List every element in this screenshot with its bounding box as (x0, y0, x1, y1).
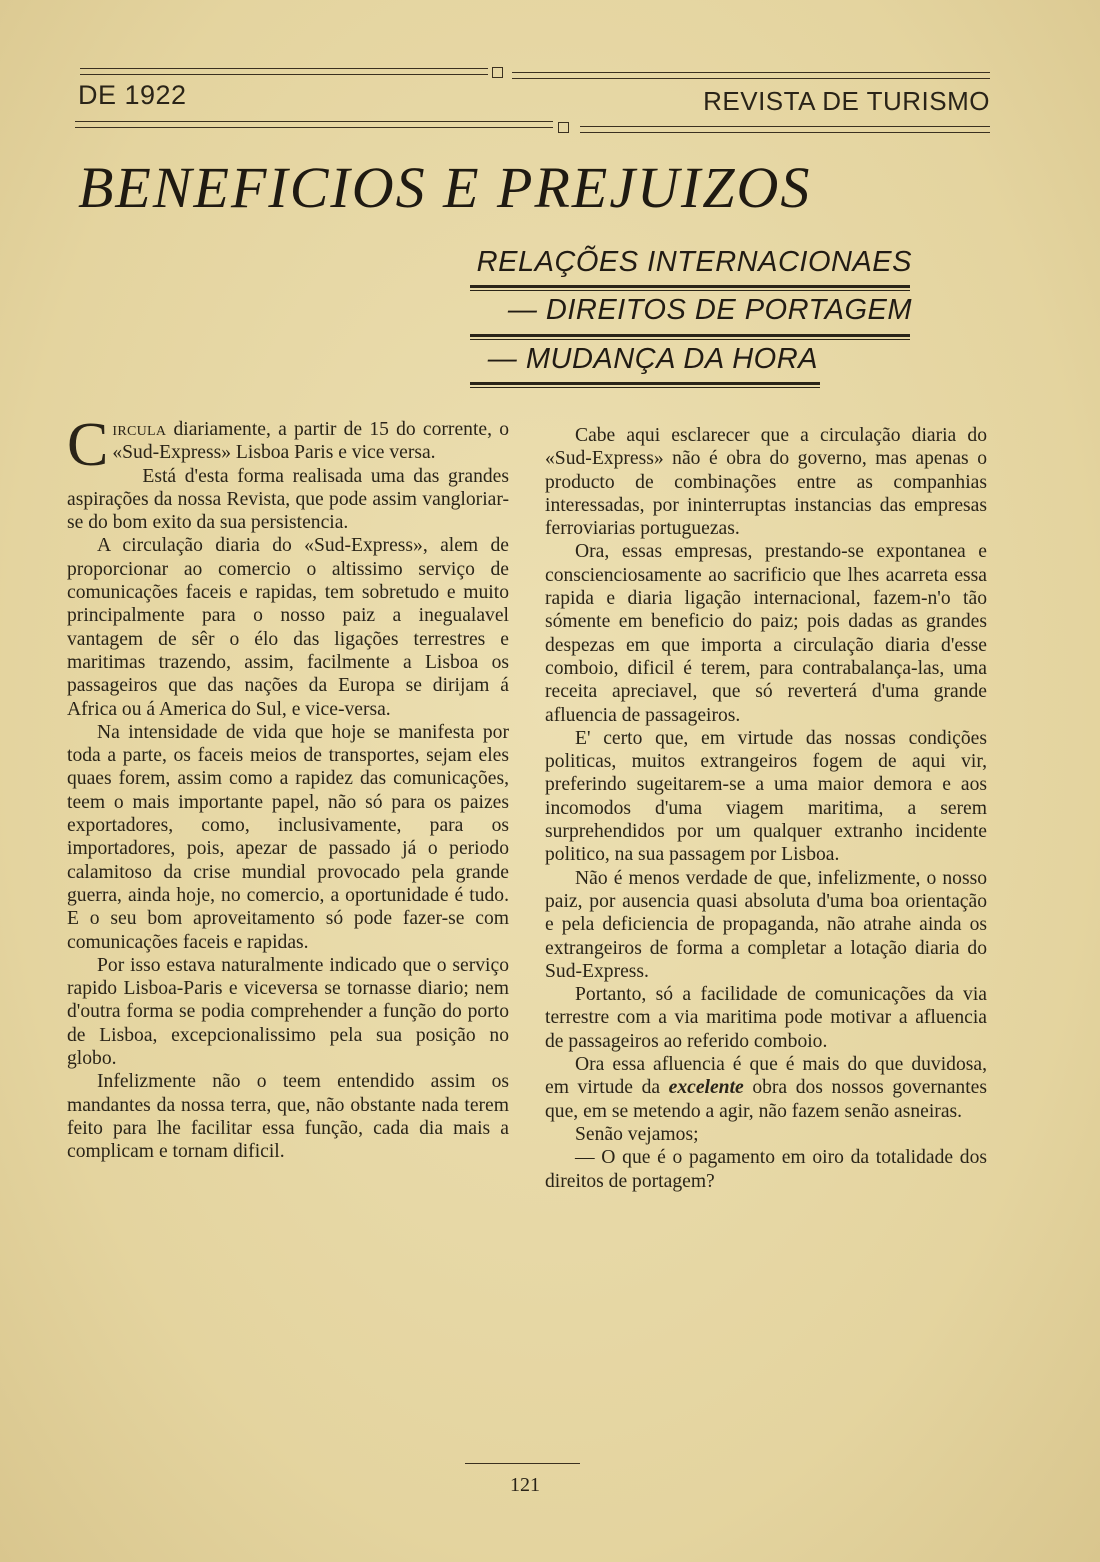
left-paragraph-2: Está d'esta forma realisada uma das grandes aspirações da nossa Revista, que pode assim vangloriar-se do bom exito da sua persistencia. (67, 465, 509, 534)
header-rule-top-right (512, 72, 990, 79)
footer-rule (465, 1463, 580, 1464)
right-paragraph-6 (545, 1053, 987, 1123)
right-paragraph-4: Não é menos verdade de que, infelizmente, o nosso paiz, por ausencia quasi absoluta d'uma boa orientação e pela deficiencia de propaganda, não atrahe ainda os extrangeiros de forma a completar a lotação diaria do Sud-Express. (545, 867, 987, 982)
left-paragraph-6: Infelizmente não o teem entendido assim os mandantes da nossa terra, que, não obstante nada terem feito para lhe facilitar essa função, cada dia mais a complicam e tornam dificil. (67, 1071, 509, 1163)
header-rule-top-left (80, 68, 488, 75)
right-paragraph-2: Ora, essas empresas, prestando-se expontanea e conscienciosamente ao sacrificio que lhes acarreta essa rapida e diaria ligação internacional, fazem-n'o tão sómente em beneficio do paiz; pois dadas as grandes despezas em que importa a circulação diaria d'esse comboio, dificil é terem, para contrabalança-las, uma receita apreciavel, que só reverterá d'uma grande afluencia de passageiros. (545, 541, 987, 726)
header-rule-bottom-right (580, 126, 990, 133)
article-title: BENEFICIOS E PREJUIZOS (78, 155, 812, 220)
header-ornament-square-top (492, 67, 503, 78)
left-paragraph-3: A circulação diaria do «Sud-Express», alem de proporcionar ao comercio o altissimo serviço de comunicações faceis e rapidas, tem sobretudo e muito principalmente para o nosso paiz a inegualavel vantagem de sêr o élo das ligações terrestres e maritimas trazendo, assim, facilmente a Lisboa os passageiros que das nações da Europa se dirijam á Africa ou á America do Sul, e vice-versa. (67, 535, 509, 720)
opening-word: irculа (112, 419, 167, 440)
right-column (545, 424, 987, 1193)
right-paragraph-8: — O que é o pagamento em oiro da totalidade dos direitos de portagem? (545, 1147, 987, 1192)
header-rule-bottom-left (75, 121, 553, 128)
left-paragraph-1 (67, 411, 509, 479)
right-paragraph-1: Cabe aqui esclarecer que a circulação diaria do «Sud-Express» não é obra do governo, mas apenas o producto de combinações entre as companhias interessadas, por ininterruptas instancias das empresas ferroviarias portuguezas. (545, 425, 987, 540)
emphasis-excelente: excelente (668, 1077, 744, 1099)
p6-start: Ora essa afluencia é que é mais do que duvidosa, em virtude da (545, 1054, 987, 1099)
header-ornament-square-bottom (558, 122, 569, 133)
header-year: DE 1922 (78, 80, 187, 110)
right-paragraph-5: Portanto, só a facilidade de comunicações da via terrestre com a via maritima pode motivar a afluencia de passageiros ao referido comboio. (545, 984, 987, 1052)
opening-text: diariamente, a partir de 15 do corrente, o «Sud-Express» Lisboa Paris e vice versa. (112, 419, 509, 464)
left-paragraph-5: Por isso estava naturalmente indicado que o serviço rapido Lisboa-Paris e viceversa se tornasse diario; nem d'outra forma se podia comprehender a função do porto de Lisboa, excepcionalissimo pela sua posição no globo. (67, 954, 509, 1070)
p6-end: obra dos nossos governantes que, em se metendo a agir, não fazem senão asneiras. (545, 1077, 987, 1122)
subtitle-1: RELAÇÕES INTERNACIONAES (476, 246, 912, 278)
right-paragraph-3: E' certo que, em virtude das nossas condições politicas, muitos extrangeiros fogem de aqui vir, preferindo sugeitarem-se a uma maior demora e aos incomodos d'uma viagem maritima, a serem surprehendidos por um qualquer extranho incidente politico, na sua passagem por Lisboa. (545, 727, 987, 866)
subtitle-1-rule (470, 285, 910, 291)
left-column (67, 411, 509, 1164)
subtitle-2: — DIREITOS DE PORTAGEM (507, 294, 912, 326)
subtitle-3-rule (470, 382, 820, 388)
subtitle-3: — MUDANÇA DA HORA (487, 343, 818, 375)
subtitle-2-rule (470, 334, 910, 340)
page-number: 121 (510, 1474, 540, 1496)
left-paragraph-4: Na intensidade de vida que hoje se manifesta por toda a parte, os faceis meios de transportes, sejam eles quaes forem, assim como a rapidez das comunicações, teem o mais importante papel, não só para os paizes exportadores, como, inclusivamente, para os importadores, pois, apezar de passado já o periodo calamitoso da crise mundial provocado pela grande guerra, ainda hoje, no comercio, a oportunidade é tudo. E o seu bom aproveitamento só pode fazer-se com comunicações faceis e rapidas. (67, 721, 509, 953)
drop-cap: C (67, 411, 109, 479)
right-paragraph-7: Senão vejamos; (575, 1123, 699, 1145)
header-magazine-name: REVISTA DE TURISMO (703, 86, 990, 116)
